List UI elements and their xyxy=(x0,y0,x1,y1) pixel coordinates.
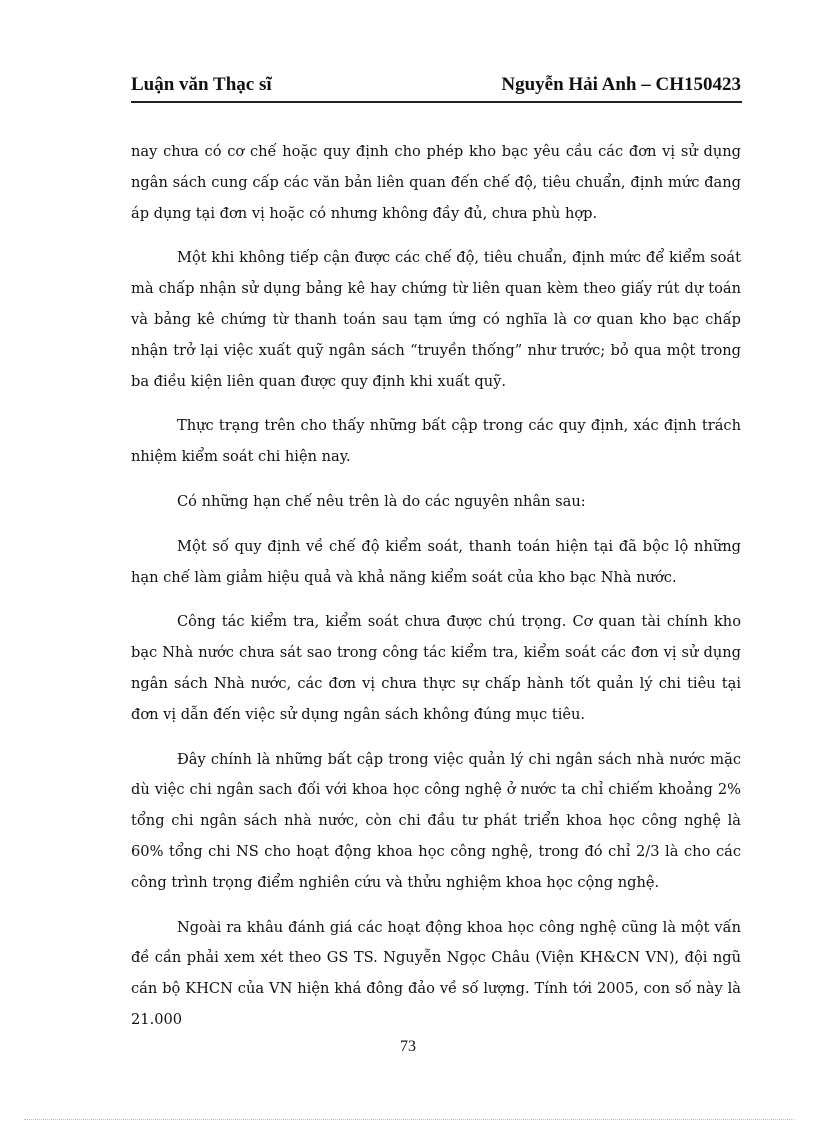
body-text xyxy=(131,137,741,1050)
paragraph: Đây chính là những bất cập trong việc quản lý chi ngân sách nhà nước mặc dù việc chi ngân sach đối với khoa học công nghệ ở nước ta chỉ chiếm khoảng 2% tổng chi ngân sách nhà nước, còn chi đầu tư phát triển khoa học công nghệ là 60% tổng chi NS cho hoạt động khoa học công nghệ, trong đó chỉ 2/3 là cho các công trình trọng điểm nghiên cứu và thửu nghiệm khoa học cộng nghệ. xyxy=(131,750,741,891)
paragraph: Một khi không tiếp cận được các chế độ, tiêu chuẩn, định mức để kiểm soát mà chấp nhận sử dụng bảng kê hay chứng từ liên quan kèm theo giấy rút dự toán và bảng kê chứng từ thanh toán sau tạm ứng có nghĩa là cơ quan kho bạc chấp nhận trở lại việc xuất quỹ ngân sách “truyền thống” như trước; bỏ qua một trong ba điều kiện liên quan được quy định khi xuất quỹ. xyxy=(131,249,741,390)
page-number: 73 xyxy=(400,1038,416,1055)
paragraph: nay chưa có cơ chế hoặc quy định cho phép kho bạc yêu cầu các đơn vị sử dụng ngân sách cung cấp các văn bản liên quan đến chế độ, tiêu chuẩn, định mức đang áp dụng tại đơn vị hoặc có nhưng không đầy đủ, chưa phù hợp. xyxy=(131,143,741,222)
paragraph: Có những hạn chế nêu trên là do các nguyên nhân sau: xyxy=(177,492,586,510)
header-divider xyxy=(131,101,742,103)
page-header xyxy=(131,74,741,104)
paragraph: Công tác kiểm tra, kiểm soát chưa được chú trọng. Cơ quan tài chính kho bạc Nhà nước chưa sát sao trong công tác kiểm tra, kiểm soát các đơn vị sử dụng ngân sách Nhà nước, các đơn vị chưa thực sự chấp hành tốt quản lý chi tiêu tại đơn vị dẫn đến việc sử dụng ngân sách không đúng mục tiêu. xyxy=(131,613,741,723)
paragraph: Một số quy định về chế độ kiểm soát, thanh toán hiện tại đã bộc lộ những hạn chế làm giảm hiệu quả và khả năng kiểm soát của kho bạc Nhà nước. xyxy=(131,537,741,586)
page-bottom-border xyxy=(24,1119,794,1120)
paragraph: Thực trạng trên cho thấy những bất cập trong các quy định, xác định trách nhiệm kiểm soát chi hiện nay. xyxy=(131,417,741,466)
paragraph: Ngoài ra khâu đánh giá các hoạt động khoa học công nghệ cũng là một vấn đề cần phải xem xét theo GS TS. Nguyễn Ngọc Châu (Viện KH&CN VN), đội ngũ cán bộ KHCN của VN hiện khá đông đảo về số lượng. Tính tới 2005, con số này là 21.000 xyxy=(131,918,741,1028)
header-author: Nguyễn Hải Anh – CH150423 xyxy=(501,74,741,95)
header-thesis-title: Luận văn Thạc sĩ xyxy=(131,74,272,95)
